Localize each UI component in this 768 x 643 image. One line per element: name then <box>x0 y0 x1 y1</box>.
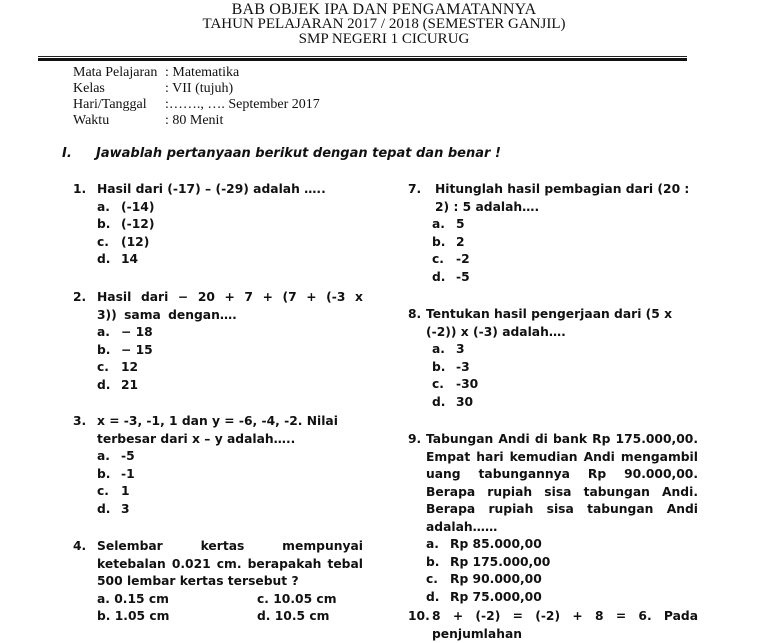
info-value: : Matematika <box>165 65 240 80</box>
option-a: a. 5 <box>432 217 465 231</box>
option-a: a. 0.15 cm <box>97 591 169 606</box>
option-d: d. 21 <box>97 377 139 392</box>
option-b: b. -1 <box>97 466 135 481</box>
question-number: 8. <box>408 307 422 321</box>
option-d: d. -5 <box>432 269 470 284</box>
header-divider <box>38 56 687 61</box>
info-row-time <box>73 113 320 129</box>
exam-info <box>73 65 320 129</box>
option-d: d. 14 <box>97 252 139 266</box>
question-text: x = -3, -1, 1 dan y = -6, -4, -2. Nilai terbesar dari x – y adalah….. <box>97 414 338 446</box>
option-b: b. 2 <box>432 234 465 249</box>
question-text: Selembar kertas mempunyai ketebalan 0.021 cm. berapakah tebal 500 lembar kertas tersebut ? <box>97 539 363 588</box>
question-number: 3. <box>73 414 87 428</box>
question-number: 9. <box>408 432 422 446</box>
section-number: I. <box>62 146 72 161</box>
option-d: d. Rp 75.000,00 <box>426 589 542 604</box>
option-a: a. − 18 <box>97 325 153 339</box>
info-label: Kelas <box>73 81 105 96</box>
option-b: b. 1.05 cm <box>97 609 170 623</box>
info-row-class <box>73 81 320 97</box>
option-c: c. 12 <box>97 360 139 374</box>
question-1 <box>73 181 363 269</box>
question-number: 1. <box>73 182 87 196</box>
option-c: c. 1 <box>97 484 130 498</box>
option-c: c. -30 <box>432 377 479 391</box>
question-number: 10. <box>408 609 430 623</box>
question-text: 8 + (-2) = (-2) + 8 = 6. Pada penjumlahan <box>432 609 698 641</box>
option-c: c. 10.05 cm <box>257 591 337 606</box>
option-c: c. (12) <box>97 234 150 249</box>
info-value: : 80 Menit <box>165 113 224 128</box>
question-text: Hasil dari (-17) – (-29) adalah ….. <box>97 182 326 196</box>
option-a: a. -5 <box>97 449 135 463</box>
option-a: a. (-14) <box>97 199 155 214</box>
info-label: Waktu <box>73 113 110 128</box>
option-d: d. 30 <box>432 394 474 409</box>
document-header <box>0 0 768 47</box>
question-text: Hasil dari − 20 + 7 + (7 + (-3 x 3)) sama dengan…. <box>97 290 363 322</box>
info-value: :……., …. September 2017 <box>165 97 320 112</box>
question-2 <box>73 289 363 394</box>
info-row-subject <box>73 65 320 81</box>
school-name: SMP NEGERI 1 CICURUG <box>298 31 470 47</box>
info-row-date <box>73 97 320 113</box>
option-b: b. − 15 <box>97 342 153 357</box>
option-c: c. -2 <box>432 252 470 266</box>
info-label: Mata Pelajaran <box>73 65 158 80</box>
option-b: b. Rp 175.000,00 <box>426 554 551 569</box>
question-8 <box>408 306 698 411</box>
option-a: a. Rp 85.000,00 <box>426 537 542 551</box>
question-9 <box>408 431 698 606</box>
question-number: 2. <box>73 290 87 304</box>
instruction-text: Jawablah pertanyaan berikut dengan tepat dan benar ! <box>96 146 501 161</box>
school-year: TAHUN PELAJARAN 2017 / 2018 (SEMESTER GANJIL) <box>202 16 566 32</box>
option-d: d. 10.5 cm <box>257 609 330 623</box>
question-number: 7. <box>408 182 422 196</box>
question-text: Tentukan hasil pengerjaan dari (5 x (-2)) x (-3) adalah…. <box>426 307 673 339</box>
question-7 <box>408 181 698 286</box>
info-value: : VII (tujuh) <box>165 81 234 96</box>
section-instruction <box>62 146 501 161</box>
question-10 <box>408 608 698 643</box>
option-a: a. 3 <box>432 342 465 356</box>
option-b: b. (-12) <box>97 217 155 231</box>
question-number: 4. <box>73 539 87 553</box>
question-text: Tabungan Andi di bank Rp 175.000,00. Empat hari kemudian Andi mengambil uang tabungannya Rp 90.000,00. Berapa rupiah sisa tabungan Andi. Berapa rupiah sisa tabungan Andi adalah…… <box>426 432 698 534</box>
option-d: d. 3 <box>97 501 130 516</box>
info-label: Hari/Tanggal <box>73 97 147 112</box>
question-text: Hitunglah hasil pembagian dari (20 : 2) : 5 adalah…. <box>435 182 690 214</box>
chapter-title: BAB OBJEK IPA DAN PENGAMATANNYA <box>231 1 537 18</box>
question-3 <box>73 413 363 518</box>
option-c: c. Rp 90.000,00 <box>426 572 542 586</box>
question-4 <box>73 538 363 626</box>
option-b: b. -3 <box>432 359 470 374</box>
